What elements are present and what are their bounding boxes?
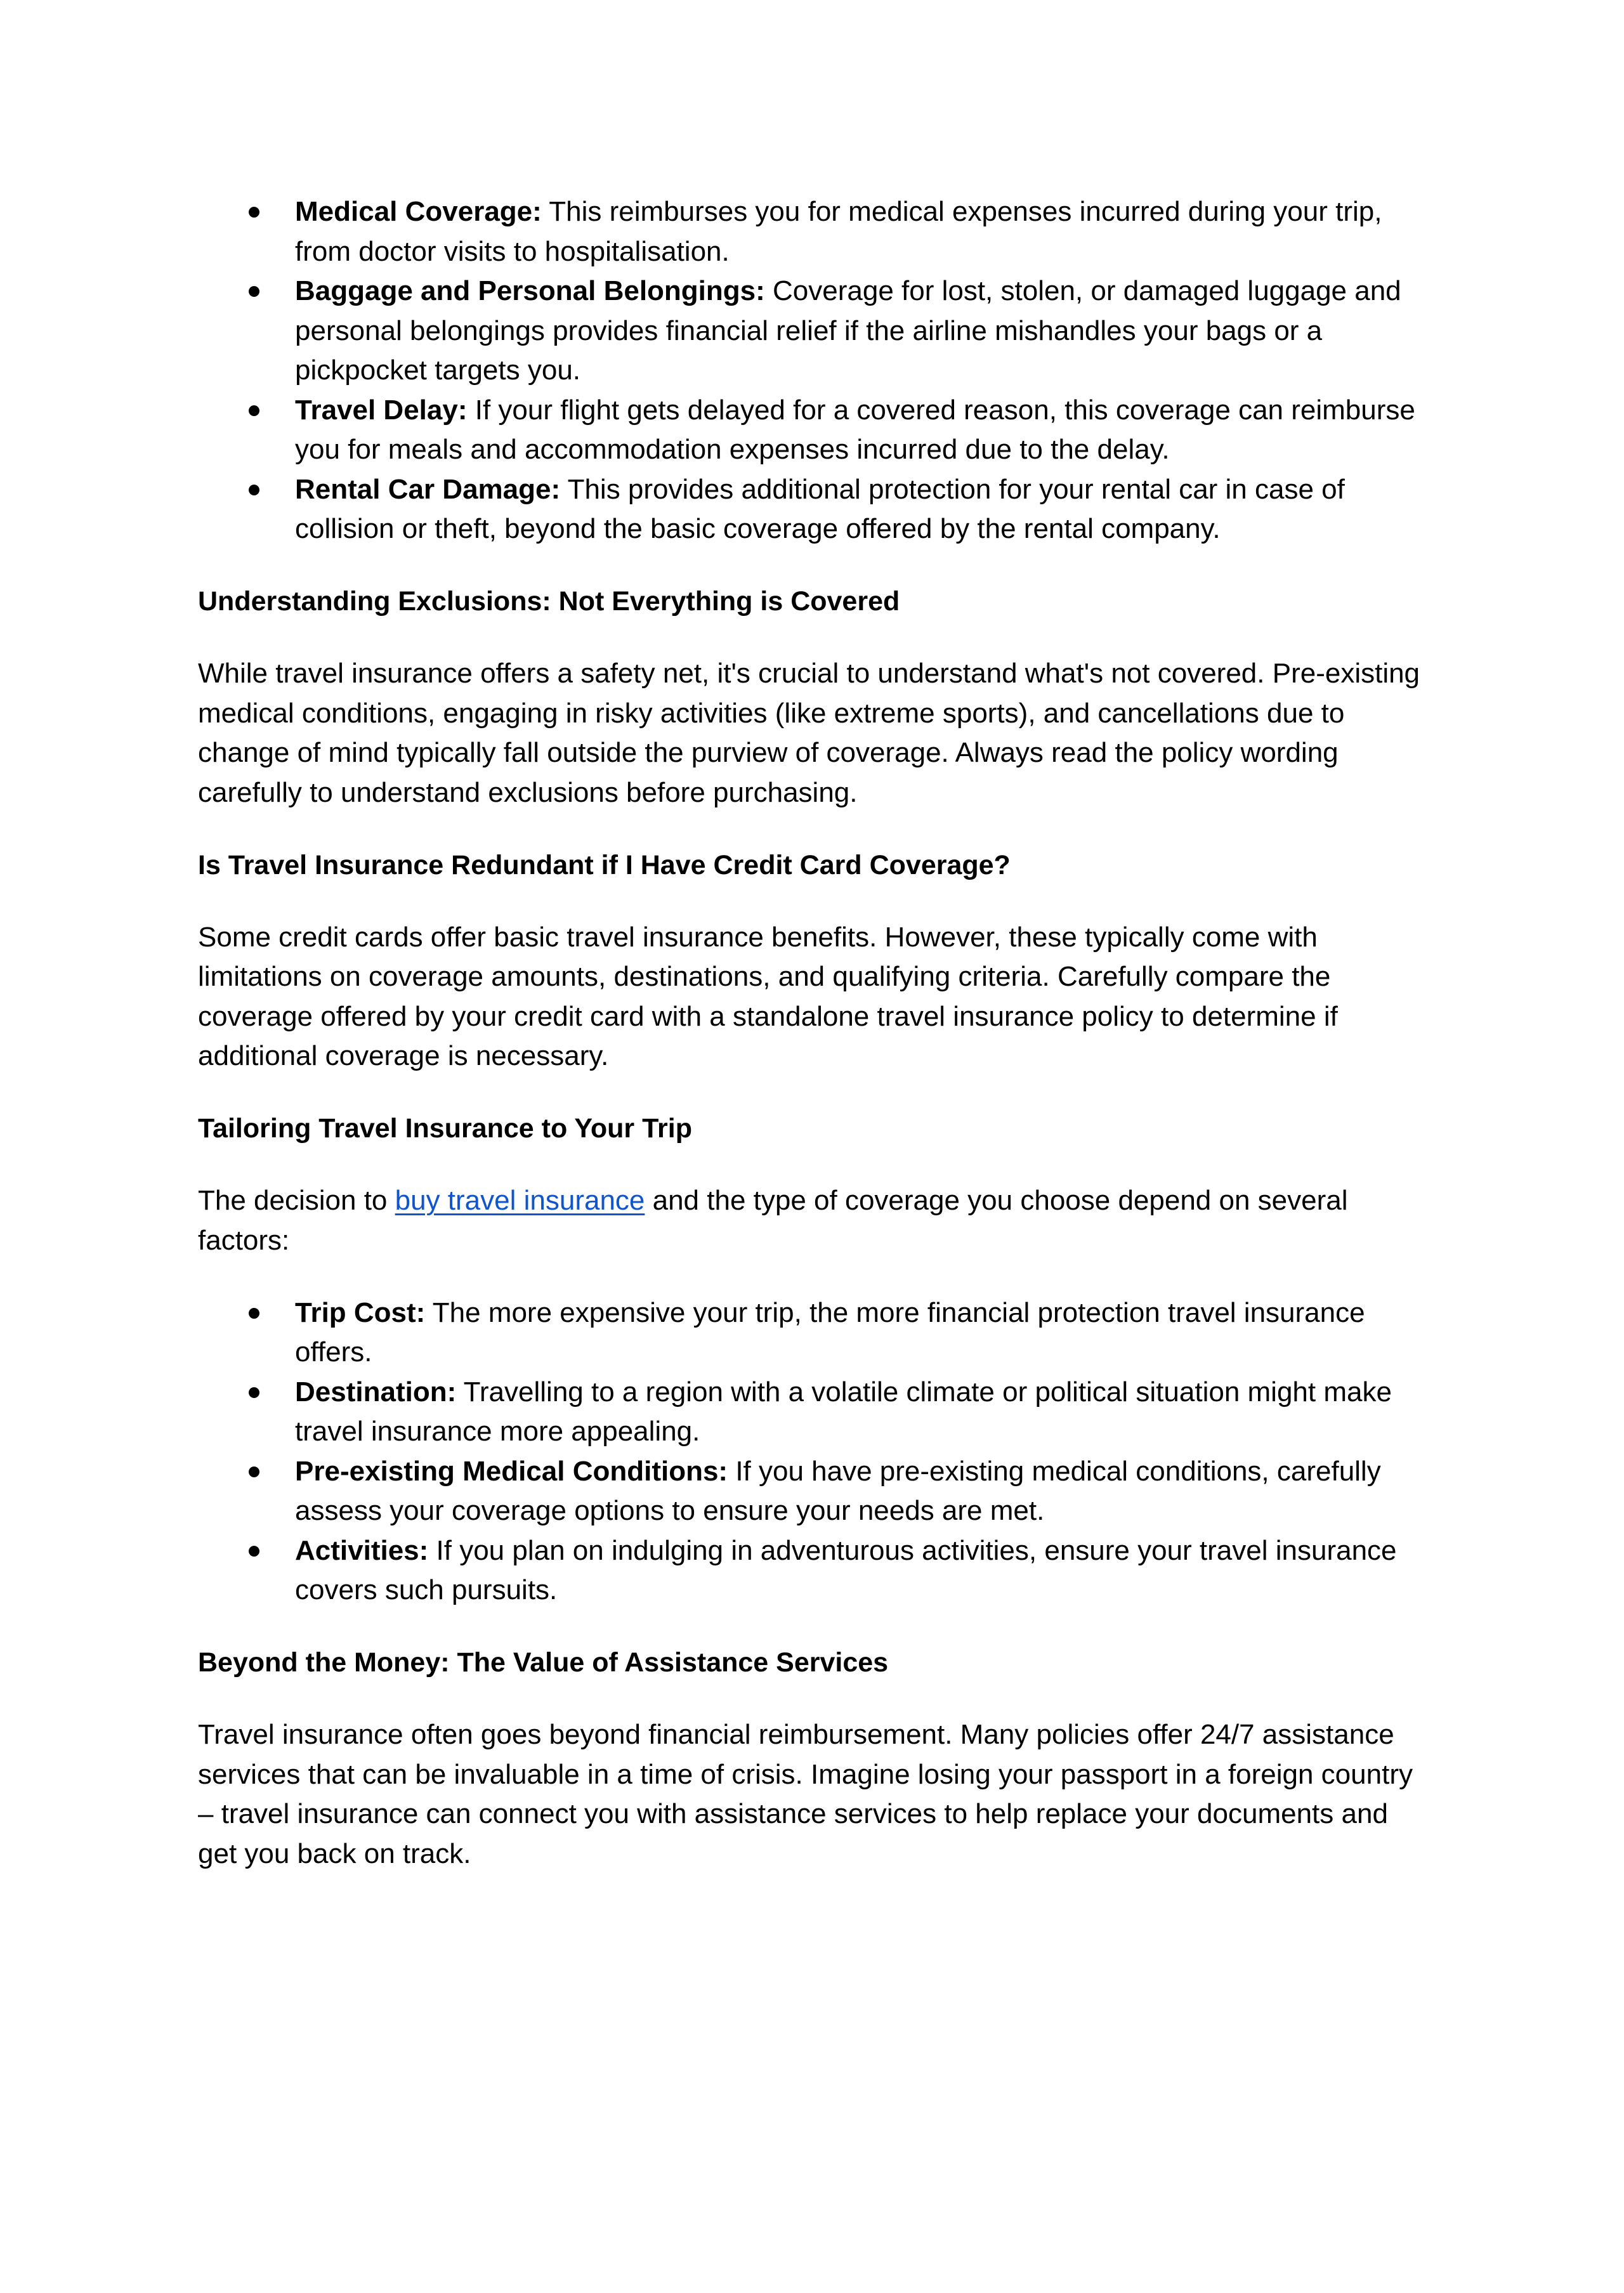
- list-item-text: The more expensive your trip, the more financial protection travel insurance offers.: [295, 1297, 1365, 1368]
- list-item-text: This reimburses you for medical expenses incurred during your trip, from doctor visits to hospitalisation.: [295, 196, 1382, 267]
- list-item-text: If you plan on indulging in adventurous activities, ensure your travel insurance covers such pursuits.: [295, 1534, 1397, 1605]
- list-item: [198, 1452, 1432, 1531]
- bullet-icon: [249, 1308, 259, 1319]
- list-item: [198, 391, 1432, 470]
- list-item-term: Rental Car Damage:: [295, 473, 561, 505]
- list-item: [198, 1531, 1432, 1610]
- bullet-icon: [249, 1546, 259, 1557]
- section-body-assistance: Travel insurance often goes beyond financial reimbursement. Many policies offer 24/7 assistance services that can be invaluable in a time of crisis. Imagine losing your passport in a foreign country – travel insurance can connect you with assistance services to help replace your documents and get you back on track.: [198, 1719, 1413, 1869]
- list-item: [198, 1293, 1432, 1373]
- list-item-term: Medical Coverage:: [295, 196, 542, 227]
- section-heading-assistance: Beyond the Money: The Value of Assistance Services: [198, 1647, 889, 1678]
- section-body-credit-card: Some credit cards offer basic travel insurance benefits. However, these typically come with limitations on coverage amounts, destinations, and qualifying criteria. Carefully compare the coverage offered by your credit card with a standalone travel insurance policy to determine if additional coverage is necessary.: [198, 921, 1338, 1071]
- list-item-term: Destination:: [295, 1376, 457, 1408]
- bullet-icon: [249, 1467, 259, 1477]
- bullet-icon: [249, 485, 259, 495]
- section-heading-exclusions: Understanding Exclusions: Not Everything is Covered: [198, 586, 900, 617]
- body-text: The decision to: [198, 1185, 395, 1216]
- list-item-term: Pre-existing Medical Conditions:: [295, 1455, 728, 1487]
- factors-list: [198, 1293, 1432, 1610]
- list-item-term: Baggage and Personal Belongings:: [295, 275, 765, 306]
- section-heading-tailoring: Tailoring Travel Insurance to Your Trip: [198, 1113, 692, 1144]
- list-item-text: If your flight gets delayed for a covered reason, this coverage can reimburse you for meals and accommodation expenses incurred due to the delay.: [295, 394, 1415, 465]
- list-item-term: Trip Cost:: [295, 1297, 426, 1328]
- list-item: [198, 192, 1432, 271]
- list-item-term: Activities:: [295, 1534, 429, 1566]
- bullet-icon: [249, 405, 259, 416]
- list-item: [198, 271, 1432, 391]
- buy-travel-insurance-link[interactable]: buy travel insurance: [395, 1185, 645, 1216]
- list-item: [198, 470, 1432, 549]
- bullet-icon: [249, 1387, 259, 1398]
- section-body-tailoring: [198, 1181, 1432, 1260]
- section-heading-credit-card: Is Travel Insurance Redundant if I Have Credit Card Coverage?: [198, 849, 1011, 880]
- document-page: [198, 192, 1432, 1907]
- list-item-text: Travelling to a region with a volatile climate or political situation might make travel insurance more appealing.: [295, 1376, 1392, 1447]
- list-item-text: Coverage for lost, stolen, or damaged luggage and personal belongings provides financial relief if the airline mishandles your bags or a pickpocket targets you.: [295, 275, 1401, 386]
- list-item-text: If you have pre-existing medical conditions, carefully assess your coverage options to ensure your needs are met.: [295, 1455, 1381, 1526]
- list-item-text: This provides additional protection for your rental car in case of collision or theft, beyond the basic coverage offered by the rental company.: [295, 473, 1345, 544]
- body-text: and the type of coverage you choose depend on several factors:: [198, 1185, 1348, 1256]
- coverage-list: [198, 192, 1432, 549]
- bullet-icon: [249, 207, 259, 218]
- section-body-exclusions: While travel insurance offers a safety net, it's crucial to understand what's not covered. Pre-existing medical conditions, engaging in risky activities (like extreme sports), and cancellations due to change of mind typically fall outside the purview of coverage. Always read the policy wording carefully to understand exclusions before purchasing.: [198, 658, 1420, 808]
- list-item-term: Travel Delay:: [295, 394, 468, 426]
- list-item: [198, 1373, 1432, 1452]
- bullet-icon: [249, 286, 259, 297]
